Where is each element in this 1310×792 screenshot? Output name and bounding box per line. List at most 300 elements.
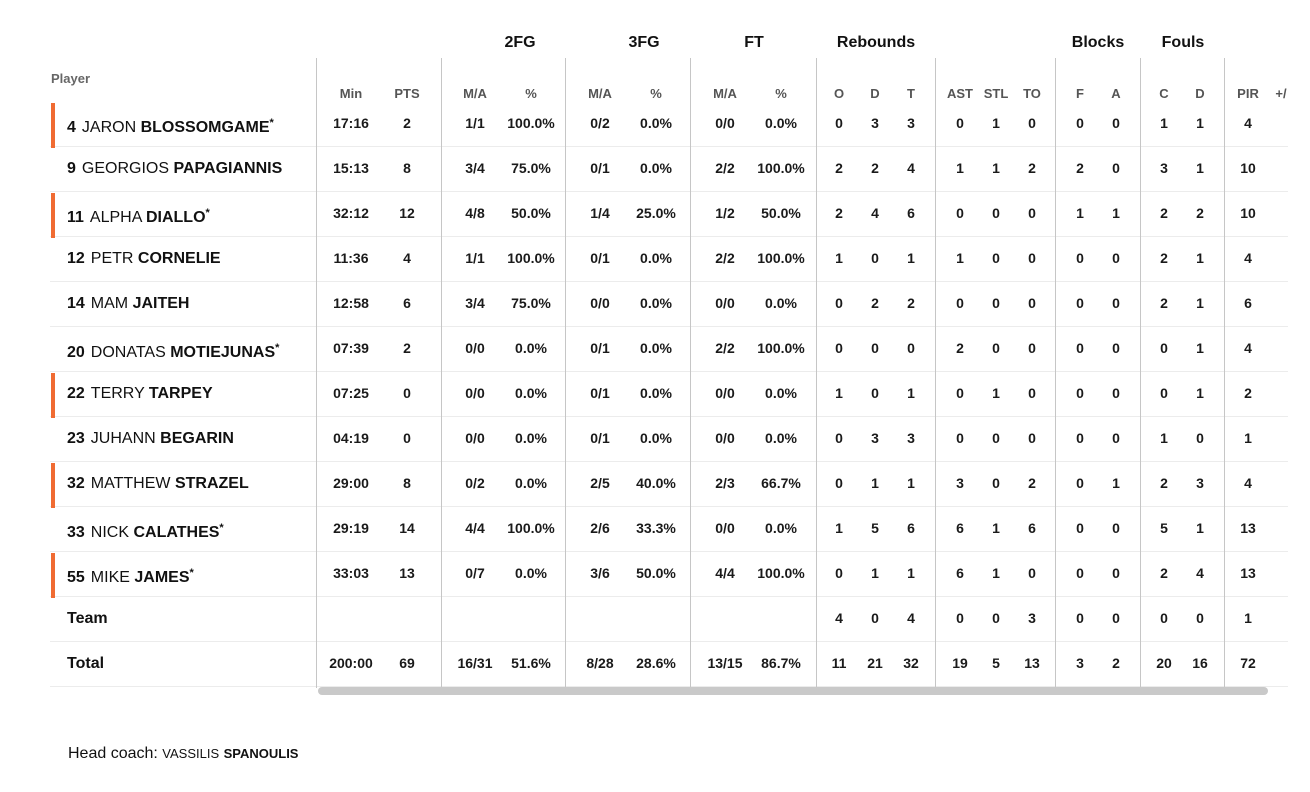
player-number: 11 (67, 209, 84, 226)
cell-fg3-pct: 33.3% (636, 520, 676, 536)
cell-to: 0 (1028, 385, 1036, 401)
cell-reb-off: 0 (835, 430, 843, 446)
table-row (50, 461, 1288, 507)
team-label: Team (67, 610, 108, 627)
cell-ft-pct: 100.0% (757, 565, 805, 581)
column-header-pir: PIR (1237, 86, 1259, 101)
cell-fg3-pct: 0.0% (640, 115, 672, 131)
cell-fg2-ma: 1/1 (465, 115, 485, 131)
cell-blk-against: 0 (1112, 340, 1120, 356)
cell-reb-total: 4 (907, 610, 915, 626)
cell-fg2-pct: 0.0% (515, 430, 547, 446)
cell-ast: 0 (956, 205, 964, 221)
cell-reb-off: 4 (835, 610, 843, 626)
cell-pts: 13 (399, 565, 415, 581)
cell-fg2-ma: 0/0 (465, 340, 485, 356)
column-header-reb-off: O (833, 86, 845, 101)
cell-fg3-ma: 0/1 (590, 340, 610, 356)
cell-blk-against: 0 (1112, 295, 1120, 311)
cell-stl: 0 (992, 250, 1000, 266)
cell-reb-off: 0 (835, 565, 843, 581)
cell-fg2-ma: 3/4 (465, 295, 485, 311)
cell-fouls-drawn: 1 (1196, 385, 1204, 401)
cell-blk-for: 0 (1076, 565, 1084, 581)
player-name-link[interactable] (67, 191, 210, 240)
cell-pir: 13 (1240, 565, 1256, 581)
cell-min: 17:16 (333, 115, 369, 131)
player-column-label: Player (51, 71, 91, 86)
cell-reb-def: 3 (871, 115, 879, 131)
cell-fg2-pct: 0.0% (515, 340, 547, 356)
cell-blk-against: 1 (1112, 205, 1120, 221)
starter-asterisk: * (219, 522, 224, 534)
cell-reb-def: 2 (871, 295, 879, 311)
cell-fouls-drawn: 1 (1196, 520, 1204, 536)
cell-ft-pct: 50.0% (761, 205, 801, 221)
cell-reb-off: 1 (835, 250, 843, 266)
player-name-link[interactable] (67, 101, 274, 150)
cell-to: 0 (1028, 250, 1036, 266)
cell-blk-for: 0 (1076, 475, 1084, 491)
table-row (50, 326, 1288, 372)
column-header-ft-ma: M/A (713, 86, 737, 101)
player-last-name: MOTIEJUNAS (170, 344, 276, 361)
cell-reb-total: 0 (907, 340, 915, 356)
cell-stl: 1 (992, 385, 1000, 401)
player-last-name: TARPEY (148, 385, 213, 402)
cell-min: 29:19 (333, 520, 369, 536)
cell-pir: 4 (1244, 475, 1252, 491)
cell-pir: 4 (1244, 340, 1252, 356)
starter-asterisk: * (189, 567, 194, 579)
column-header-fg2-pct: % (525, 86, 537, 101)
cell-fg3-ma: 0/1 (590, 430, 610, 446)
cell-pir: 2 (1244, 385, 1252, 401)
column-header-fg2-ma: M/A (463, 86, 487, 101)
player-number: 12 (67, 250, 85, 267)
cell-pts: 6 (403, 295, 411, 311)
player-name-link[interactable] (67, 326, 279, 375)
cell-reb-def: 0 (871, 250, 879, 266)
cell-stl: 5 (992, 655, 1000, 671)
cell-stl: 0 (992, 340, 1000, 356)
head-coach (68, 745, 298, 763)
cell-fouls-drawn: 0 (1196, 430, 1204, 446)
cell-fg3-ma: 1/4 (590, 205, 610, 221)
column-divider (690, 58, 691, 688)
column-divider (1140, 58, 1141, 688)
cell-reb-total: 6 (907, 520, 915, 536)
cell-fouls-drawn: 1 (1196, 250, 1204, 266)
cell-pts: 12 (399, 205, 415, 221)
cell-ft-ma: 0/0 (715, 520, 735, 536)
cell-fouls-committed: 1 (1160, 115, 1168, 131)
column-header-fg3-pct: % (650, 86, 662, 101)
table-row (50, 506, 1288, 552)
cell-blk-for: 1 (1076, 205, 1084, 221)
player-number: 32 (67, 475, 85, 492)
player-first-name: JUHANN (90, 430, 156, 447)
column-divider (1055, 58, 1056, 688)
cell-ft-pct: 66.7% (761, 475, 801, 491)
cell-reb-def: 5 (871, 520, 879, 536)
column-divider (935, 58, 936, 688)
cell-blk-for: 0 (1076, 520, 1084, 536)
cell-to: 2 (1028, 475, 1036, 491)
player-number: 20 (67, 344, 85, 361)
cell-fg2-ma: 0/2 (465, 475, 485, 491)
cell-fouls-drawn: 1 (1196, 340, 1204, 356)
cell-fouls-committed: 5 (1160, 520, 1168, 536)
cell-reb-off: 1 (835, 520, 843, 536)
cell-blk-for: 0 (1076, 385, 1084, 401)
table-row (50, 146, 1288, 192)
head-coach-last-name: SPANOULIS (223, 746, 299, 761)
cell-ft-pct: 100.0% (757, 340, 805, 356)
cell-fg2-pct: 75.0% (511, 160, 551, 176)
cell-fg3-pct: 28.6% (636, 655, 676, 671)
cell-pir: 6 (1244, 295, 1252, 311)
group-2fg: 2FG (504, 34, 536, 51)
cell-ft-pct: 100.0% (757, 250, 805, 266)
cell-blk-against: 0 (1112, 250, 1120, 266)
cell-ast: 6 (956, 520, 964, 536)
player-name-link[interactable] (67, 146, 282, 191)
cell-fg3-pct: 0.0% (640, 385, 672, 401)
head-coach-first-name: VASSILIS (162, 746, 220, 761)
cell-blk-for: 0 (1076, 430, 1084, 446)
cell-ft-pct: 0.0% (765, 385, 797, 401)
cell-fouls-drawn: 3 (1196, 475, 1204, 491)
cell-to: 2 (1028, 160, 1036, 176)
cell-blk-against: 0 (1112, 160, 1120, 176)
cell-blk-for: 0 (1076, 340, 1084, 356)
column-header-blk-against: A (1111, 86, 1121, 101)
player-first-name: GEORGIOS (81, 160, 170, 177)
cell-reb-total: 2 (907, 295, 915, 311)
cell-blk-against: 0 (1112, 385, 1120, 401)
player-name-link[interactable] (67, 416, 234, 461)
cell-ast: 3 (956, 475, 964, 491)
cell-blk-against: 0 (1112, 610, 1120, 626)
cell-to: 6 (1028, 520, 1036, 536)
cell-fg2-ma: 1/1 (465, 250, 485, 266)
cell-fouls-drawn: 1 (1196, 115, 1204, 131)
player-first-name: MIKE (90, 569, 130, 586)
cell-ft-ma: 0/0 (715, 295, 735, 311)
cell-reb-total: 1 (907, 475, 915, 491)
cell-reb-def: 2 (871, 160, 879, 176)
cell-fouls-drawn: 1 (1196, 160, 1204, 176)
cell-blk-against: 0 (1112, 565, 1120, 581)
cell-pts: 0 (403, 385, 411, 401)
cell-reb-total: 4 (907, 160, 915, 176)
player-first-name: NICK (90, 524, 130, 541)
team-row (50, 596, 1288, 642)
cell-min: 29:00 (333, 475, 369, 491)
cell-pir: 72 (1240, 655, 1256, 671)
cell-pts: 0 (403, 430, 411, 446)
cell-reb-off: 0 (835, 115, 843, 131)
cell-ft-ma: 2/2 (715, 250, 735, 266)
cell-blk-for: 3 (1076, 655, 1084, 671)
cell-reb-off: 11 (831, 655, 847, 671)
player-name-link[interactable] (67, 371, 213, 416)
cell-ft-pct: 0.0% (765, 520, 797, 536)
cell-ft-ma: 0/0 (715, 115, 735, 131)
column-header-stl: STL (983, 86, 1009, 101)
player-first-name: TERRY (90, 385, 145, 402)
cell-blk-against: 0 (1112, 115, 1120, 131)
cell-fg3-ma: 0/2 (590, 115, 610, 131)
cell-ast: 0 (956, 385, 964, 401)
cell-reb-def: 4 (871, 205, 879, 221)
cell-ft-pct: 0.0% (765, 295, 797, 311)
cell-fg3-ma: 8/28 (586, 655, 614, 671)
player-name-link[interactable] (67, 236, 221, 281)
cell-fouls-drawn: 16 (1192, 655, 1208, 671)
starter-asterisk: * (205, 207, 210, 219)
cell-reb-off: 0 (835, 295, 843, 311)
cell-reb-off: 1 (835, 385, 843, 401)
cell-ast: 0 (956, 610, 964, 626)
cell-stl: 1 (992, 565, 1000, 581)
player-name-link[interactable] (67, 551, 194, 600)
total-row (50, 641, 1288, 687)
cell-pir: 10 (1240, 160, 1256, 176)
cell-reb-def: 3 (871, 430, 879, 446)
table-row (50, 416, 1288, 462)
cell-ft-ma: 2/3 (715, 475, 735, 491)
starter-accent-bar (51, 373, 55, 418)
cell-fg3-pct: 25.0% (636, 205, 676, 221)
cell-blk-against: 0 (1112, 520, 1120, 536)
group-blocks: Blocks (1071, 34, 1125, 51)
column-header-reb-total: T (907, 86, 915, 101)
cell-fg2-pct: 0.0% (515, 475, 547, 491)
column-divider (1224, 58, 1225, 688)
player-last-name: PAPAGIANNIS (173, 160, 283, 177)
player-number: 4 (67, 119, 76, 136)
cell-reb-total: 1 (907, 565, 915, 581)
cell-fg3-pct: 0.0% (640, 340, 672, 356)
cell-fg3-ma: 0/1 (590, 250, 610, 266)
cell-stl: 0 (992, 430, 1000, 446)
cell-to: 0 (1028, 295, 1036, 311)
player-first-name: ALPHA (89, 209, 142, 226)
cell-fg2-pct: 100.0% (507, 250, 555, 266)
cell-blk-for: 0 (1076, 610, 1084, 626)
cell-reb-total: 1 (907, 385, 915, 401)
column-header-fouls-drawn: D (1195, 86, 1205, 101)
column-header-ft-pct: % (775, 86, 787, 101)
cell-fg2-ma: 0/0 (465, 385, 485, 401)
cell-fg2-ma: 0/7 (465, 565, 485, 581)
cell-pts: 2 (403, 115, 411, 131)
cell-min: 04:19 (333, 430, 369, 446)
column-header-ast: AST (947, 86, 973, 101)
column-divider (816, 58, 817, 688)
cell-ft-ma: 0/0 (715, 385, 735, 401)
cell-fg3-pct: 0.0% (640, 430, 672, 446)
cell-fouls-committed: 2 (1160, 295, 1168, 311)
cell-fg2-pct: 50.0% (511, 205, 551, 221)
cell-pts: 4 (403, 250, 411, 266)
cell-ft-pct: 0.0% (765, 115, 797, 131)
column-header-min: Min (339, 86, 363, 101)
column-header-to: TO (1023, 86, 1041, 101)
cell-ft-ma: 2/2 (715, 160, 735, 176)
cell-stl: 0 (992, 205, 1000, 221)
cell-to: 0 (1028, 565, 1036, 581)
cell-fouls-committed: 2 (1160, 565, 1168, 581)
cell-fg3-ma: 2/5 (590, 475, 610, 491)
cell-to: 3 (1028, 610, 1036, 626)
cell-ast: 0 (956, 115, 964, 131)
cell-fouls-drawn: 1 (1196, 295, 1204, 311)
player-last-name: JAITEH (132, 295, 190, 312)
cell-fouls-drawn: 4 (1196, 565, 1204, 581)
cell-reb-total: 3 (907, 430, 915, 446)
cell-ast: 19 (952, 655, 968, 671)
cell-blk-against: 2 (1112, 655, 1120, 671)
cell-fg2-pct: 0.0% (515, 565, 547, 581)
cell-pts: 8 (403, 160, 411, 176)
cell-min: 200:00 (329, 655, 373, 671)
cell-pir: 4 (1244, 250, 1252, 266)
cell-ft-pct: 100.0% (757, 160, 805, 176)
column-header-pts: PTS (394, 86, 420, 101)
player-name-link[interactable] (67, 506, 224, 555)
column-header-plus-minus: +/ (1275, 86, 1287, 101)
player-last-name: DIALLO (145, 209, 206, 226)
cell-ast: 0 (956, 430, 964, 446)
starter-accent-bar (51, 463, 55, 508)
cell-stl: 1 (992, 115, 1000, 131)
cell-fouls-drawn: 0 (1196, 610, 1204, 626)
cell-fouls-committed: 2 (1160, 205, 1168, 221)
cell-to: 0 (1028, 340, 1036, 356)
cell-to: 0 (1028, 115, 1036, 131)
cell-ast: 2 (956, 340, 964, 356)
player-first-name: PETR (90, 250, 134, 267)
cell-ft-ma: 13/15 (707, 655, 743, 671)
column-divider (565, 58, 566, 688)
cell-reb-total: 3 (907, 115, 915, 131)
player-name-link[interactable] (67, 281, 189, 326)
player-number: 55 (67, 569, 85, 586)
cell-ast: 1 (956, 160, 964, 176)
cell-min: 07:25 (333, 385, 369, 401)
player-number: 22 (67, 385, 85, 402)
cell-fg3-pct: 0.0% (640, 160, 672, 176)
cell-stl: 0 (992, 295, 1000, 311)
cell-blk-against: 0 (1112, 430, 1120, 446)
cell-reb-def: 1 (871, 475, 879, 491)
total-label: Total (67, 655, 105, 672)
cell-fg3-pct: 0.0% (640, 250, 672, 266)
cell-ft-pct: 0.0% (765, 430, 797, 446)
cell-pts: 14 (399, 520, 415, 536)
cell-fouls-committed: 0 (1160, 340, 1168, 356)
cell-fg2-ma: 3/4 (465, 160, 485, 176)
player-number: 23 (67, 430, 85, 447)
cell-stl: 0 (992, 475, 1000, 491)
group-rebounds: Rebounds (836, 34, 916, 51)
player-number: 33 (67, 524, 85, 541)
cell-pts: 2 (403, 340, 411, 356)
starter-accent-bar (51, 553, 55, 598)
column-header-blk-for: F (1076, 86, 1084, 101)
cell-fg3-ma: 0/1 (590, 160, 610, 176)
cell-reb-def: 0 (871, 340, 879, 356)
cell-reb-off: 2 (835, 205, 843, 221)
cell-pts: 8 (403, 475, 411, 491)
table-row (50, 371, 1288, 417)
table-row (50, 191, 1288, 237)
cell-min: 33:03 (333, 565, 369, 581)
player-name-link[interactable] (67, 461, 249, 506)
cell-ft-ma: 4/4 (715, 565, 735, 581)
cell-fouls-committed: 0 (1160, 610, 1168, 626)
cell-fouls-committed: 0 (1160, 385, 1168, 401)
player-first-name: MATTHEW (90, 475, 171, 492)
cell-fg3-ma: 0/1 (590, 385, 610, 401)
player-last-name: JAMES (134, 569, 190, 586)
cell-reb-total: 1 (907, 250, 915, 266)
cell-min: 12:58 (333, 295, 369, 311)
cell-ft-ma: 2/2 (715, 340, 735, 356)
player-number: 9 (67, 160, 76, 177)
cell-blk-for: 0 (1076, 115, 1084, 131)
starter-accent-bar (51, 193, 55, 238)
column-divider (316, 58, 317, 688)
cell-reb-def: 21 (867, 655, 883, 671)
group-3fg: 3FG (628, 34, 660, 51)
cell-pir: 13 (1240, 520, 1256, 536)
table-row (50, 236, 1288, 282)
cell-blk-against: 1 (1112, 475, 1120, 491)
starter-asterisk: * (269, 117, 274, 129)
player-last-name: BEGARIN (160, 430, 234, 447)
group-ft: FT (744, 34, 764, 51)
player-last-name: STRAZEL (174, 475, 249, 492)
cell-to: 13 (1024, 655, 1040, 671)
cell-reb-def: 0 (871, 385, 879, 401)
player-last-name: BLOSSOMGAME (140, 119, 270, 136)
table-row (50, 551, 1288, 597)
cell-pir: 4 (1244, 115, 1252, 131)
cell-stl: 0 (992, 610, 1000, 626)
player-first-name: JARON (81, 119, 137, 136)
player-last-name: CALATHES (133, 524, 220, 541)
table-row (50, 281, 1288, 327)
player-first-name: MAM (90, 295, 129, 312)
cell-fg2-ma: 4/8 (465, 205, 485, 221)
cell-fg2-pct: 100.0% (507, 520, 555, 536)
cell-ast: 1 (956, 250, 964, 266)
cell-fouls-committed: 2 (1160, 475, 1168, 491)
cell-min: 07:39 (333, 340, 369, 356)
cell-reb-off: 0 (835, 340, 843, 356)
cell-blk-for: 0 (1076, 250, 1084, 266)
column-divider (441, 58, 442, 688)
cell-min: 11:36 (333, 250, 369, 266)
horizontal-scrollbar[interactable] (318, 687, 1268, 695)
cell-fouls-committed: 2 (1160, 250, 1168, 266)
cell-min: 32:12 (333, 205, 369, 221)
cell-min: 15:13 (333, 160, 369, 176)
